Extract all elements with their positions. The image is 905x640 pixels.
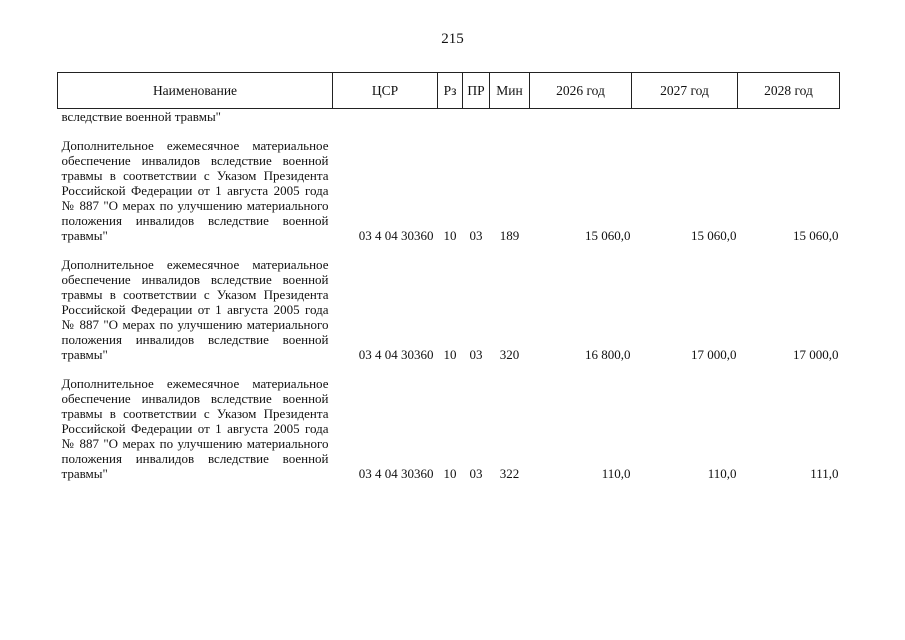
row-2027: 110,0 — [707, 466, 737, 481]
row-2026: 15 060,0 — [585, 228, 631, 243]
header-row — [58, 73, 840, 109]
row-2026: 16 800,0 — [585, 347, 631, 362]
row-pr: 03 — [469, 466, 483, 481]
row-2027: 15 060,0 — [691, 228, 737, 243]
table-row — [58, 257, 840, 362]
budget-table — [57, 72, 840, 481]
row-name: Дополнительное ежемесячное материальное обеспечение инвалидов вследствие военной травмы в соответствии с Указом Президента Российской Федерации от 1 августа 2005 года № 887 "О мерах по улучшению материального положения инвалидов вследствие военной травмы" — [61, 257, 329, 362]
table-row — [58, 376, 840, 481]
row-min: 320 — [499, 347, 520, 362]
header-name: Наименование — [58, 73, 333, 109]
row-min: 189 — [499, 228, 520, 243]
row-pr: 03 — [469, 228, 483, 243]
row-2027: 17 000,0 — [691, 347, 737, 362]
row-rz: 10 — [443, 228, 457, 243]
row-csr: 03 4 04 30360 — [358, 347, 434, 362]
row-2028: 111,0 — [810, 466, 839, 481]
row-2026: 110,0 — [601, 466, 631, 481]
header-2027: 2027 год — [632, 73, 738, 109]
continuation-row — [58, 109, 840, 125]
row-pr: 03 — [469, 347, 483, 362]
header-2026: 2026 год — [530, 73, 632, 109]
row-rz: 10 — [443, 347, 457, 362]
row-min: 322 — [499, 466, 520, 481]
header-min: Мин — [490, 73, 530, 109]
row-name: Дополнительное ежемесячное материальное обеспечение инвалидов вследствие военной травмы в соответствии с Указом Президента Российской Федерации от 1 августа 2005 года № 887 "О мерах по улучшению материального положения инвалидов вследствие военной травмы" — [61, 376, 329, 481]
continuation-text: вследствие военной травмы" — [61, 109, 221, 124]
row-2028: 17 000,0 — [793, 347, 839, 362]
row-csr: 03 4 04 30360 — [358, 466, 434, 481]
row-name: Дополнительное ежемесячное материальное обеспечение инвалидов вследствие военной травмы в соответствии с Указом Президента Российской Федерации от 1 августа 2005 года № 887 "О мерах по улучшению материального положения инвалидов вследствие военной травмы" — [61, 138, 329, 243]
header-csr: ЦСР — [333, 73, 438, 109]
row-2028: 15 060,0 — [793, 228, 839, 243]
row-csr: 03 4 04 30360 — [358, 228, 434, 243]
header-rz: Рз — [438, 73, 463, 109]
page-number: 215 — [441, 31, 464, 47]
table-body — [58, 109, 840, 482]
header-pr: ПР — [463, 73, 490, 109]
header-2028: 2028 год — [738, 73, 840, 109]
table-row — [58, 138, 840, 243]
table-header — [58, 73, 840, 109]
row-rz: 10 — [443, 466, 457, 481]
